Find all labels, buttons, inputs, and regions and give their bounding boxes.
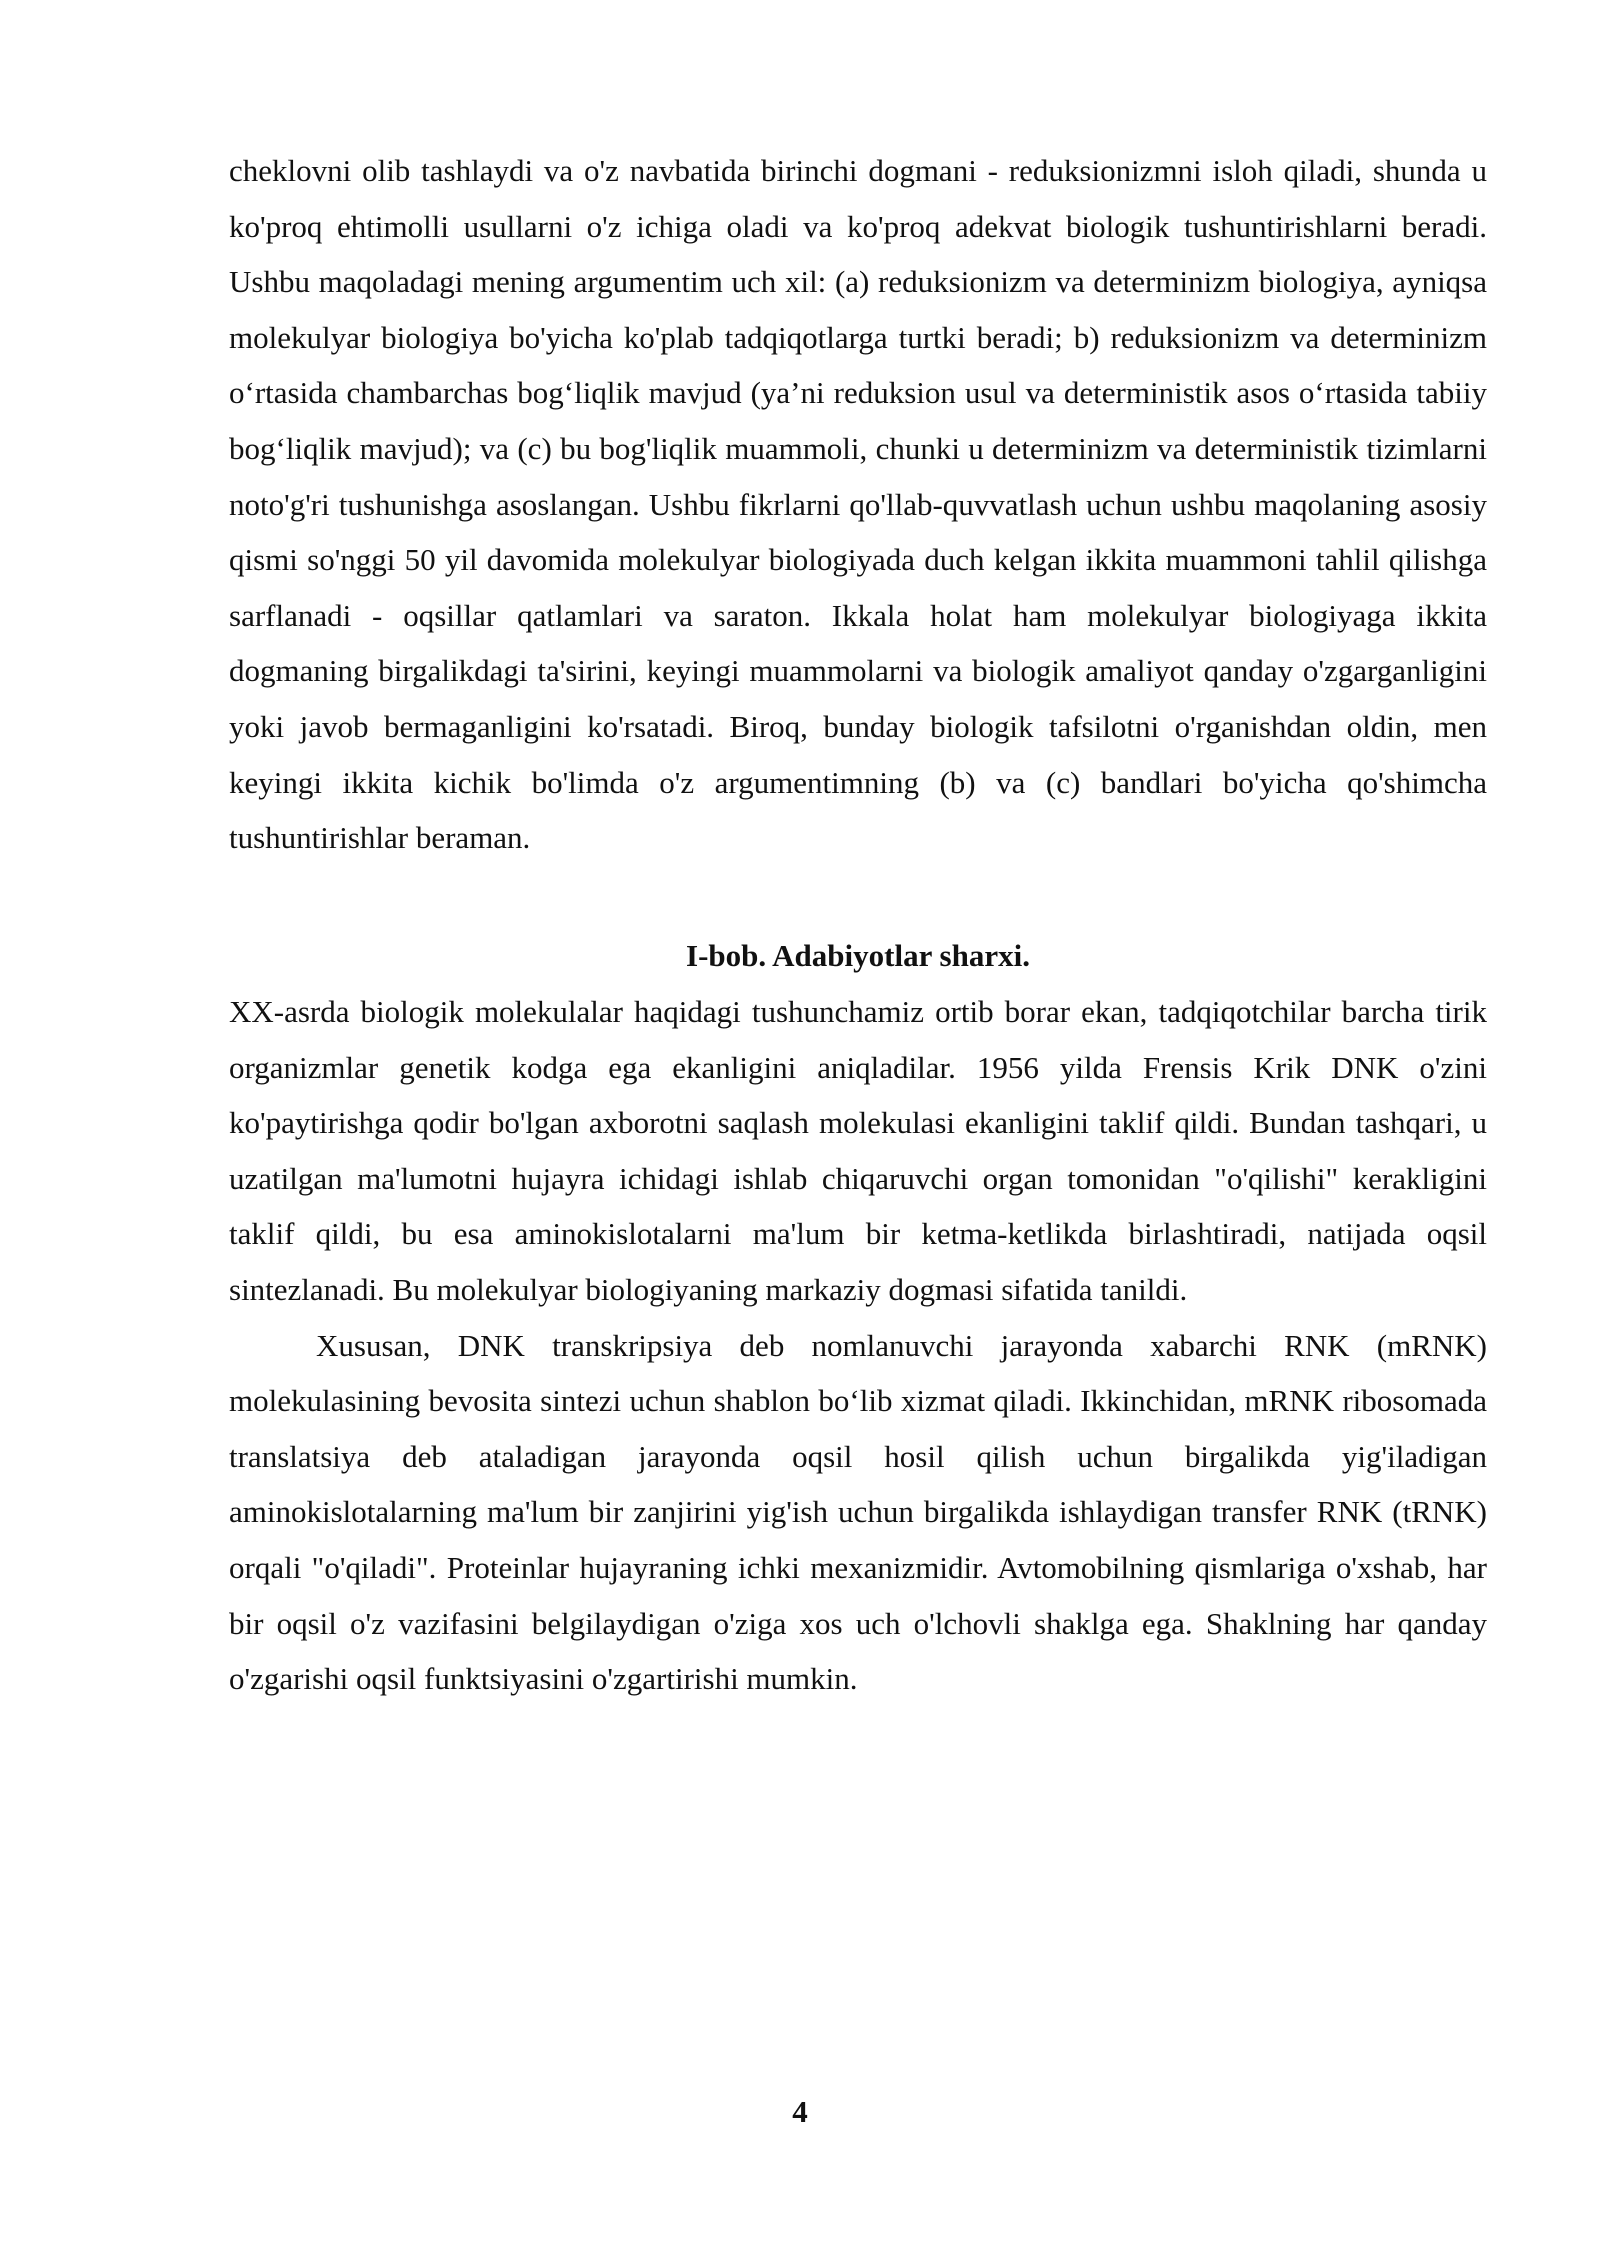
- section-heading: I-bob. Adabiyotlar sharxi.: [686, 938, 1030, 973]
- intro-text-block: [229, 143, 1487, 866]
- page-number: 4: [792, 2094, 808, 2129]
- intro-paragraph: cheklovni olib tashlaydi va o'z navbatida birinchi dogmani - reduksionizmni isloh qiladi, shunda u ko'proq ehtimolli usullarni o'z ichiga oladi va ko'proq adekvat biologik tushuntirishlarni beradi. Ushbu maqoladagi mening argumentim uch xil: (a) reduksionizm va determinizm biologiya, ayniqsa molekulyar biologiya bo'yicha ko'plab tadqiqotlarga turtki beradi; b) reduksionizm va determinizm o‘rtasida chambarchas bog‘liqlik mavjud (ya’ni reduksion usul va deterministik asos o‘rtasida tabiiy bog‘liqlik mavjud); va (c) bu bog'liqlik muammoli, chunki u determinizm va deterministik tizimlarni noto'g'ri tushunishga asoslangan. Ushbu fikrlarni qo'llab-quvvatlash uchun ushbu maqolaning asosiy qismi so'nggi 50 yil davomida molekulyar biologiyada duch kelgan ikkita muammoni tahlil qilishga sarflanadi - oqsillar qatlamlari va saraton. Ikkala holat ham molekulyar biologiyaga ikkita dogmaning birgalikdagi ta'sirini, keyingi muammolarni va biologik amaliyot qanday o'zgarganligini yoki javob bermaganligini ko'rsatadi. Biroq, bunday biologik tafsilotni o'rganishdan oldin, men keyingi ikkita kichik bo'limda o'z argumentimning (b) va (c) bandlari bo'yicha qo'shimcha tushuntirishlar beraman.: [229, 153, 1487, 856]
- chapter-section: [229, 928, 1487, 1707]
- section-paragraph-2: Xususan, DNK transkripsiya deb nomlanuvchi jarayonda xabarchi RNK (mRNK) molekulasining bevosita sintezi uchun shablon bo‘lib xizmat qiladi. Ikkinchidan, mRNK ribosomada translatsiya deb ataladigan jarayonda oqsil hosil qilish uchun birgalikda yig'iladigan aminokislotalarning ma'lum bir zanjirini yig'ish uchun birgalikda ishlaydigan transfer RNK (tRNK) orqali "o'qiladi". Proteinlar hujayraning ichki mexanizmidir. Avtomobilning qismlariga o'xshab, har bir oqsil o'z vazifasini belgilaydigan o'ziga xos uch o'lchovli shaklga ega. Shaklning har qanday o'zgarishi oqsil funktsiyasini o'zgartirishi mumkin.: [229, 1327, 1487, 1697]
- section-paragraph-1: XX-asrda biologik molekulalar haqidagi tushunchamiz ortib borar ekan, tadqiqotchilar barcha tirik organizmlar genetik kodga ega ekanligini aniqladilar. 1956 yilda Frensis Krik DNK o'zini ko'paytirishga qodir bo'lgan axborotni saqlash molekulasi ekanligini taklif qildi. Bundan tashqari, u uzatilgan ma'lumotni hujayra ichidagi ishlab chiqaruvchi organ tomonidan "o'qilishi" kerakligini taklif qildi, bu esa aminokislotalarni ma'lum bir ketma-ketlikda birlashtiradi, natijada oqsil sintezlanadi. Bu molekulyar biologiyaning markaziy dogmasi sifatida tanildi.: [229, 994, 1487, 1307]
